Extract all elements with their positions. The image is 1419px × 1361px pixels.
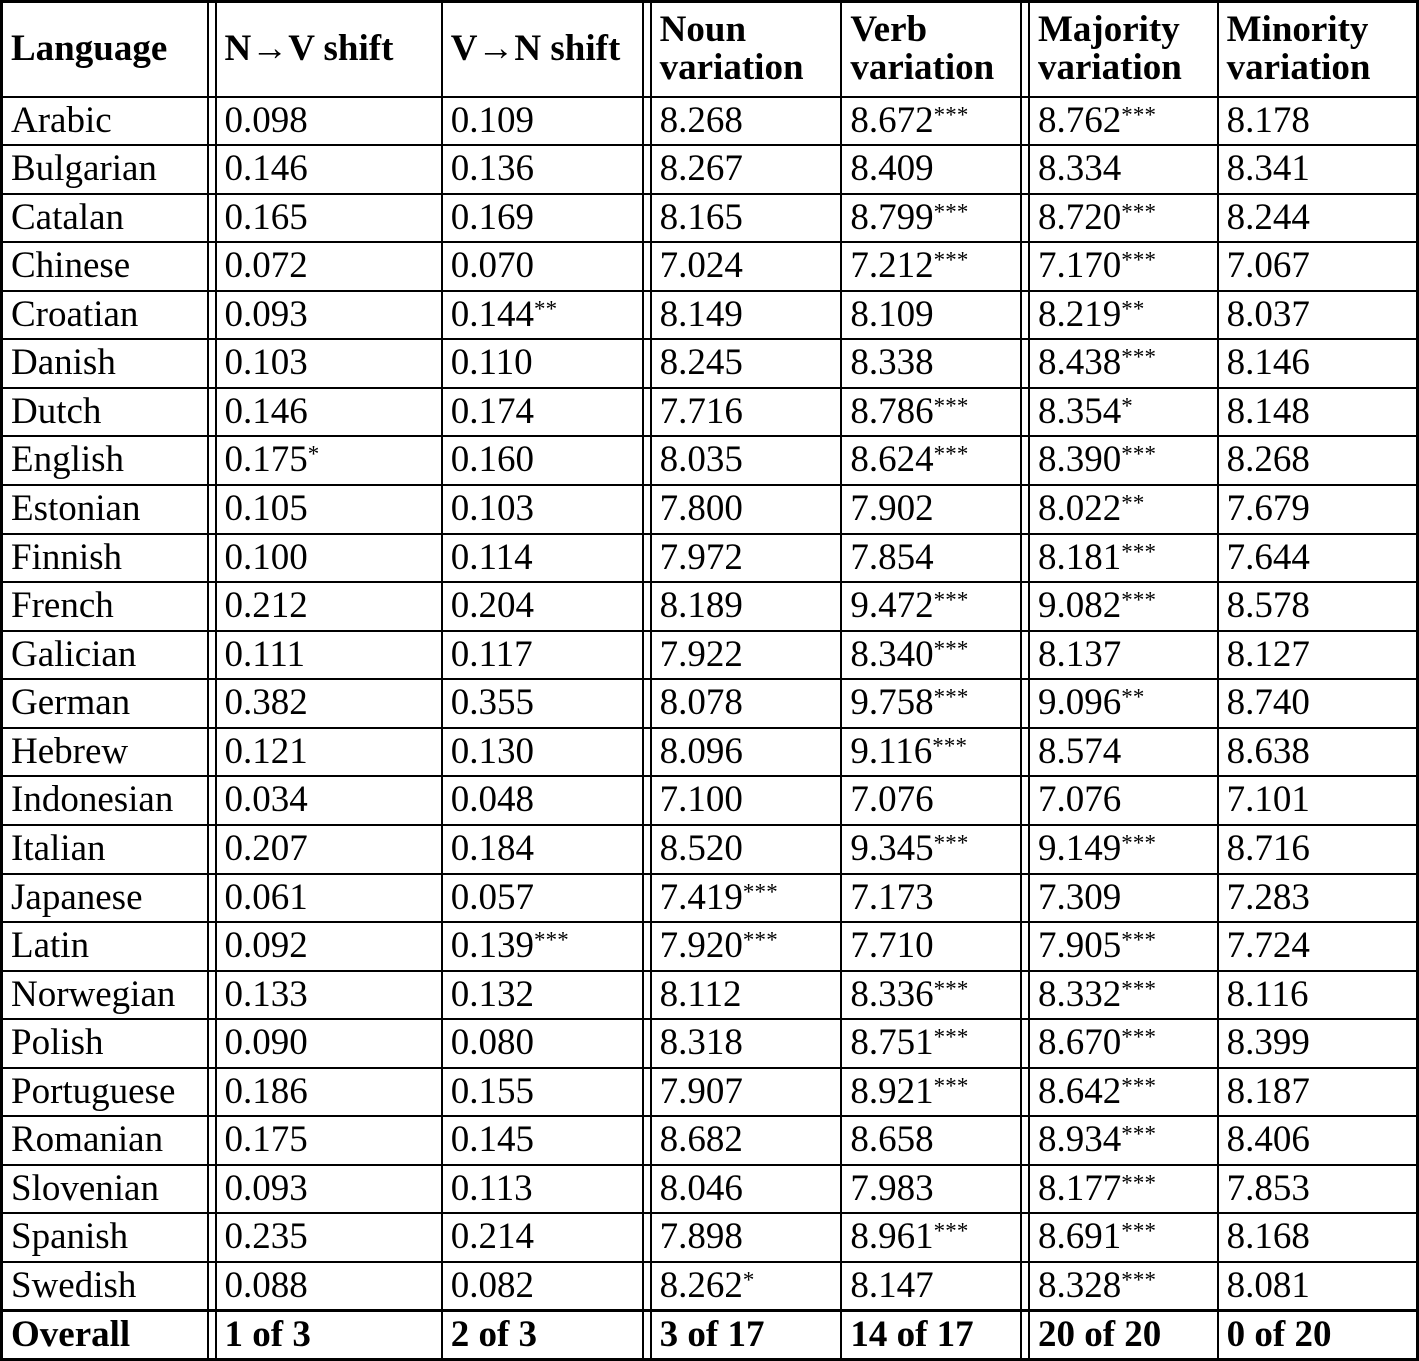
cell-vn-shift: 0.048 [442, 776, 651, 825]
significance-marker: *** [1121, 1267, 1157, 1293]
cell-minority-variation: 7.679 [1218, 485, 1418, 534]
significance-marker: *** [1121, 1121, 1157, 1147]
summary-row-overall [2, 1311, 1418, 1360]
cell-language: Japanese [2, 874, 216, 923]
cell-majority-variation: 7.170*** [1029, 242, 1218, 291]
column-header-noun-variation [651, 2, 842, 97]
significance-marker: *** [1121, 1073, 1157, 1099]
cell-minority-variation: 8.146 [1218, 339, 1418, 388]
cell-verb-variation: 8.624*** [841, 436, 1029, 485]
cell-verb-variation: 8.786*** [841, 388, 1029, 437]
column-header-line: Majority [1037, 8, 1180, 50]
cell-nv-shift: 0.088 [216, 1262, 442, 1311]
cell-majority-variation: 9.096** [1029, 679, 1218, 728]
column-header-minority-variation [1218, 2, 1418, 97]
cell-majority-variation: 8.934*** [1029, 1116, 1218, 1165]
cell-noun-variation: 7.800 [651, 485, 842, 534]
table-row [2, 582, 1418, 631]
significance-marker: *** [1121, 441, 1157, 467]
table-header [2, 2, 1418, 97]
cell-noun-variation: 8.046 [651, 1165, 842, 1214]
cell-noun-variation: 7.898 [651, 1213, 842, 1262]
cell-minority-variation: 8.037 [1218, 291, 1418, 340]
column-header-line: variation [1037, 47, 1182, 89]
cell-verb-variation: 8.409 [841, 145, 1029, 194]
column-header-line: Noun [659, 8, 747, 50]
column-header-language [2, 2, 216, 97]
significance-marker: *** [1121, 1024, 1157, 1050]
cell-verb-variation: 8.658 [841, 1116, 1029, 1165]
cell-language: Spanish [2, 1213, 216, 1262]
cell-majority-variation: 8.438*** [1029, 339, 1218, 388]
cell-majority-variation: 8.328*** [1029, 1262, 1218, 1311]
cell-noun-variation: 8.262* [651, 1262, 842, 1311]
cell-verb-variation: 7.902 [841, 485, 1029, 534]
cell-language: Hebrew [2, 728, 216, 777]
cell-majority-variation: 8.670*** [1029, 1019, 1218, 1068]
significance-marker: *** [1121, 101, 1157, 127]
significance-marker: *** [933, 1218, 969, 1244]
cell-verb-variation: 9.758*** [841, 679, 1029, 728]
cell-noun-variation: 7.419*** [651, 874, 842, 923]
cell-minority-variation: 7.283 [1218, 874, 1418, 923]
cell-nv-shift: 0.092 [216, 922, 442, 971]
cell-verb-variation: 8.751*** [841, 1019, 1029, 1068]
cell-nv-shift: 0.034 [216, 776, 442, 825]
significance-marker: *** [1121, 830, 1157, 856]
cell-language: English [2, 436, 216, 485]
cell-language: French [2, 582, 216, 631]
table-row [2, 485, 1418, 534]
cell-majority-variation: 9.082*** [1029, 582, 1218, 631]
cell-majority-variation: 8.137 [1029, 631, 1218, 680]
table-row [2, 1262, 1418, 1311]
significance-marker: *** [1121, 344, 1157, 370]
cell-minority-variation: 7.853 [1218, 1165, 1418, 1214]
cell-noun-variation: 8.078 [651, 679, 842, 728]
table-row [2, 97, 1418, 146]
cell-language: Arabic [2, 97, 216, 146]
cell-verb-variation: 7.173 [841, 874, 1029, 923]
cell-verb-variation: 8.672*** [841, 97, 1029, 146]
cell-noun-variation: 7.972 [651, 534, 842, 583]
cell-nv-shift: 0.103 [216, 339, 442, 388]
cell-noun-variation: 8.682 [651, 1116, 842, 1165]
cell-nv-shift: 0.093 [216, 1165, 442, 1214]
cell-noun-variation: 7.024 [651, 242, 842, 291]
cell-nv-shift: 0.146 [216, 388, 442, 437]
cell-vn-shift: 0.214 [442, 1213, 651, 1262]
cell-verb-variation: 7.854 [841, 534, 1029, 583]
cell-minority-variation: 8.406 [1218, 1116, 1418, 1165]
column-header-line: variation [850, 47, 995, 89]
cell-language: Italian [2, 825, 216, 874]
cell-verb-variation: 7.076 [841, 776, 1029, 825]
cell-nv-shift: 0.121 [216, 728, 442, 777]
cell-nv-shift: 0.382 [216, 679, 442, 728]
significance-marker: *** [933, 199, 969, 225]
significance-marker: *** [1121, 927, 1157, 953]
cell-vn-shift: 0.355 [442, 679, 651, 728]
column-header-nv-shift [216, 2, 442, 97]
column-header-majority-variation [1029, 2, 1218, 97]
cell-majority-variation: 8.181*** [1029, 534, 1218, 583]
significance-marker: *** [1121, 538, 1157, 564]
cell-vn-shift: 0.184 [442, 825, 651, 874]
significance-marker: *** [932, 733, 968, 759]
cell-minority-variation: 8.716 [1218, 825, 1418, 874]
table-row [2, 874, 1418, 923]
column-header-line: N→V shift [224, 28, 394, 70]
cell-noun-variation: 8.318 [651, 1019, 842, 1068]
cell-minority-variation: 8.244 [1218, 194, 1418, 243]
cell-majority-variation: 7.076 [1029, 776, 1218, 825]
cell-majority-variation: 8.334 [1029, 145, 1218, 194]
cell-language: Indonesian [2, 776, 216, 825]
cell-verb-variation: 8.961*** [841, 1213, 1029, 1262]
table-row [2, 825, 1418, 874]
cell-minority-variation: 7.724 [1218, 922, 1418, 971]
cell-nv-shift: 0.072 [216, 242, 442, 291]
table-body [2, 97, 1418, 1360]
significance-marker: *** [1121, 976, 1157, 1002]
table-row [2, 242, 1418, 291]
cell-language: Danish [2, 339, 216, 388]
cell-minority-variation: 7.101 [1218, 776, 1418, 825]
significance-marker: *** [933, 1073, 969, 1099]
cell-vn-shift: 0.117 [442, 631, 651, 680]
cell-language: Catalan [2, 194, 216, 243]
cell-vn-shift: 0.130 [442, 728, 651, 777]
cell-vn-shift: 0.132 [442, 971, 651, 1020]
significance-marker: *** [742, 927, 778, 953]
cell-language: German [2, 679, 216, 728]
cell-vn-shift: 0.103 [442, 485, 651, 534]
cell-verb-variation: 7.983 [841, 1165, 1029, 1214]
cell-minority-variation: 8.578 [1218, 582, 1418, 631]
cell-verb-variation: 8.147 [841, 1262, 1029, 1311]
cell-minority-variation: 8.341 [1218, 145, 1418, 194]
cell-majority-variation: 8.762*** [1029, 97, 1218, 146]
column-header-line: V→N shift [450, 28, 621, 70]
cell-noun-variation: 7.922 [651, 631, 842, 680]
table-row [2, 1116, 1418, 1165]
significance-marker: *** [933, 587, 969, 613]
cell-vn-shift: 0.204 [442, 582, 651, 631]
table-row [2, 1213, 1418, 1262]
cell-nv-shift: 0.133 [216, 971, 442, 1020]
summary-nv-shift: 1 of 3 [216, 1311, 442, 1360]
cell-nv-shift: 0.212 [216, 582, 442, 631]
cell-language: Romanian [2, 1116, 216, 1165]
summary-vn-shift: 2 of 3 [442, 1311, 651, 1360]
cell-language: Finnish [2, 534, 216, 583]
cell-nv-shift: 0.186 [216, 1068, 442, 1117]
column-header-line: variation [1226, 47, 1371, 89]
table-row [2, 922, 1418, 971]
cell-majority-variation: 8.642*** [1029, 1068, 1218, 1117]
significance-marker: *** [1121, 1170, 1157, 1196]
cell-verb-variation: 9.116*** [841, 728, 1029, 777]
column-header-verb-variation [841, 2, 1029, 97]
column-header-line: Language [11, 28, 168, 70]
summary-minority-variation: 0 of 20 [1218, 1311, 1418, 1360]
cell-noun-variation: 8.268 [651, 97, 842, 146]
cell-majority-variation: 8.354* [1029, 388, 1218, 437]
cell-minority-variation: 7.067 [1218, 242, 1418, 291]
cell-nv-shift: 0.093 [216, 291, 442, 340]
header-row [2, 2, 1418, 97]
table-row [2, 679, 1418, 728]
cell-language: Portuguese [2, 1068, 216, 1117]
cell-language: Galician [2, 631, 216, 680]
cell-majority-variation: 7.905*** [1029, 922, 1218, 971]
cell-majority-variation: 8.574 [1029, 728, 1218, 777]
summary-majority-variation: 20 of 20 [1029, 1311, 1218, 1360]
cell-minority-variation: 8.399 [1218, 1019, 1418, 1068]
cell-noun-variation: 8.165 [651, 194, 842, 243]
cell-noun-variation: 8.035 [651, 436, 842, 485]
column-header-line: variation [659, 47, 804, 89]
cell-majority-variation: 8.332*** [1029, 971, 1218, 1020]
cell-noun-variation: 8.189 [651, 582, 842, 631]
significance-marker: ** [533, 296, 558, 322]
cell-minority-variation: 8.148 [1218, 388, 1418, 437]
table-row [2, 145, 1418, 194]
cell-majority-variation: 9.149*** [1029, 825, 1218, 874]
cell-noun-variation: 8.096 [651, 728, 842, 777]
table-row [2, 436, 1418, 485]
significance-marker: *** [933, 830, 969, 856]
cell-noun-variation: 7.920*** [651, 922, 842, 971]
significance-marker: *** [933, 976, 969, 1002]
table-row [2, 291, 1418, 340]
cell-noun-variation: 7.100 [651, 776, 842, 825]
column-header-vn-shift [442, 2, 651, 97]
cell-noun-variation: 8.112 [651, 971, 842, 1020]
cell-nv-shift: 0.100 [216, 534, 442, 583]
cell-nv-shift: 0.175 [216, 1116, 442, 1165]
table-row [2, 728, 1418, 777]
cell-nv-shift: 0.090 [216, 1019, 442, 1068]
cell-vn-shift: 0.113 [442, 1165, 651, 1214]
significance-marker: *** [933, 393, 969, 419]
cell-nv-shift: 0.146 [216, 145, 442, 194]
cell-language: Chinese [2, 242, 216, 291]
cell-minority-variation: 8.268 [1218, 436, 1418, 485]
table-row [2, 339, 1418, 388]
cell-vn-shift: 0.139*** [442, 922, 651, 971]
cell-language: Latin [2, 922, 216, 971]
table-row [2, 631, 1418, 680]
cell-vn-shift: 0.114 [442, 534, 651, 583]
cell-language: Slovenian [2, 1165, 216, 1214]
summary-label: Overall [2, 1311, 216, 1360]
cell-noun-variation: 8.267 [651, 145, 842, 194]
significance-marker: *** [933, 636, 969, 662]
cell-vn-shift: 0.136 [442, 145, 651, 194]
cell-verb-variation: 7.212*** [841, 242, 1029, 291]
cell-nv-shift: 0.175* [216, 436, 442, 485]
significance-marker: * [742, 1267, 755, 1293]
significance-marker: *** [933, 441, 969, 467]
cell-vn-shift: 0.144** [442, 291, 651, 340]
cell-verb-variation: 9.345*** [841, 825, 1029, 874]
significance-marker: *** [933, 684, 969, 710]
cell-vn-shift: 0.070 [442, 242, 651, 291]
cell-minority-variation: 8.740 [1218, 679, 1418, 728]
cell-nv-shift: 0.235 [216, 1213, 442, 1262]
cell-minority-variation: 8.116 [1218, 971, 1418, 1020]
cell-verb-variation: 8.799*** [841, 194, 1029, 243]
significance-marker: *** [533, 927, 569, 953]
column-header-line: Verb [850, 8, 928, 50]
significance-marker: *** [1121, 587, 1157, 613]
table-row [2, 1019, 1418, 1068]
cell-majority-variation: 8.390*** [1029, 436, 1218, 485]
cell-vn-shift: 0.080 [442, 1019, 651, 1068]
significance-marker: *** [933, 1024, 969, 1050]
cell-majority-variation: 8.219** [1029, 291, 1218, 340]
table-row [2, 776, 1418, 825]
summary-noun-variation: 3 of 17 [651, 1311, 842, 1360]
cell-nv-shift: 0.207 [216, 825, 442, 874]
significance-marker: *** [1121, 1218, 1157, 1244]
cell-noun-variation: 8.520 [651, 825, 842, 874]
cell-minority-variation: 8.178 [1218, 97, 1418, 146]
cell-noun-variation: 8.149 [651, 291, 842, 340]
cell-nv-shift: 0.111 [216, 631, 442, 680]
table-row [2, 971, 1418, 1020]
cell-vn-shift: 0.145 [442, 1116, 651, 1165]
cell-vn-shift: 0.169 [442, 194, 651, 243]
table-row [2, 194, 1418, 243]
cell-minority-variation: 8.168 [1218, 1213, 1418, 1262]
cell-vn-shift: 0.174 [442, 388, 651, 437]
cell-minority-variation: 8.638 [1218, 728, 1418, 777]
significance-marker: *** [933, 247, 969, 273]
cell-majority-variation: 8.691*** [1029, 1213, 1218, 1262]
cell-minority-variation: 7.644 [1218, 534, 1418, 583]
cell-majority-variation: 7.309 [1029, 874, 1218, 923]
cell-minority-variation: 8.081 [1218, 1262, 1418, 1311]
significance-marker: *** [933, 101, 969, 127]
cell-vn-shift: 0.110 [442, 339, 651, 388]
cell-verb-variation: 7.710 [841, 922, 1029, 971]
cell-verb-variation: 8.109 [841, 291, 1029, 340]
cell-vn-shift: 0.082 [442, 1262, 651, 1311]
significance-marker: ** [1121, 684, 1145, 710]
cell-vn-shift: 0.057 [442, 874, 651, 923]
cell-verb-variation: 8.338 [841, 339, 1029, 388]
cell-language: Estonian [2, 485, 216, 534]
cell-majority-variation: 8.720*** [1029, 194, 1218, 243]
significance-marker: *** [1121, 199, 1157, 225]
cell-language: Polish [2, 1019, 216, 1068]
summary-verb-variation: 14 of 17 [841, 1311, 1029, 1360]
significance-marker: * [1121, 393, 1133, 419]
cell-language: Dutch [2, 388, 216, 437]
cell-minority-variation: 8.187 [1218, 1068, 1418, 1117]
significance-marker: * [307, 441, 320, 467]
cell-language: Bulgarian [2, 145, 216, 194]
significance-marker: *** [1121, 247, 1157, 273]
column-header-line: Minority [1226, 8, 1369, 50]
cell-nv-shift: 0.098 [216, 97, 442, 146]
cell-majority-variation: 8.177*** [1029, 1165, 1218, 1214]
table-row [2, 534, 1418, 583]
table-row [2, 388, 1418, 437]
cell-majority-variation: 8.022** [1029, 485, 1218, 534]
cell-verb-variation: 9.472*** [841, 582, 1029, 631]
table-row [2, 1165, 1418, 1214]
significance-marker: ** [1121, 490, 1145, 516]
significance-marker: ** [1121, 296, 1145, 322]
table-row [2, 1068, 1418, 1117]
cell-nv-shift: 0.165 [216, 194, 442, 243]
cell-language: Norwegian [2, 971, 216, 1020]
cell-minority-variation: 8.127 [1218, 631, 1418, 680]
cell-verb-variation: 8.921*** [841, 1068, 1029, 1117]
cell-vn-shift: 0.160 [442, 436, 651, 485]
cell-nv-shift: 0.061 [216, 874, 442, 923]
cell-noun-variation: 8.245 [651, 339, 842, 388]
cell-verb-variation: 8.336*** [841, 971, 1029, 1020]
cell-nv-shift: 0.105 [216, 485, 442, 534]
cell-noun-variation: 7.716 [651, 388, 842, 437]
cell-vn-shift: 0.155 [442, 1068, 651, 1117]
cell-verb-variation: 8.340*** [841, 631, 1029, 680]
significance-marker: *** [742, 878, 778, 904]
cell-noun-variation: 7.907 [651, 1068, 842, 1117]
cell-vn-shift: 0.109 [442, 97, 651, 146]
cell-language: Swedish [2, 1262, 216, 1311]
cell-language: Croatian [2, 291, 216, 340]
